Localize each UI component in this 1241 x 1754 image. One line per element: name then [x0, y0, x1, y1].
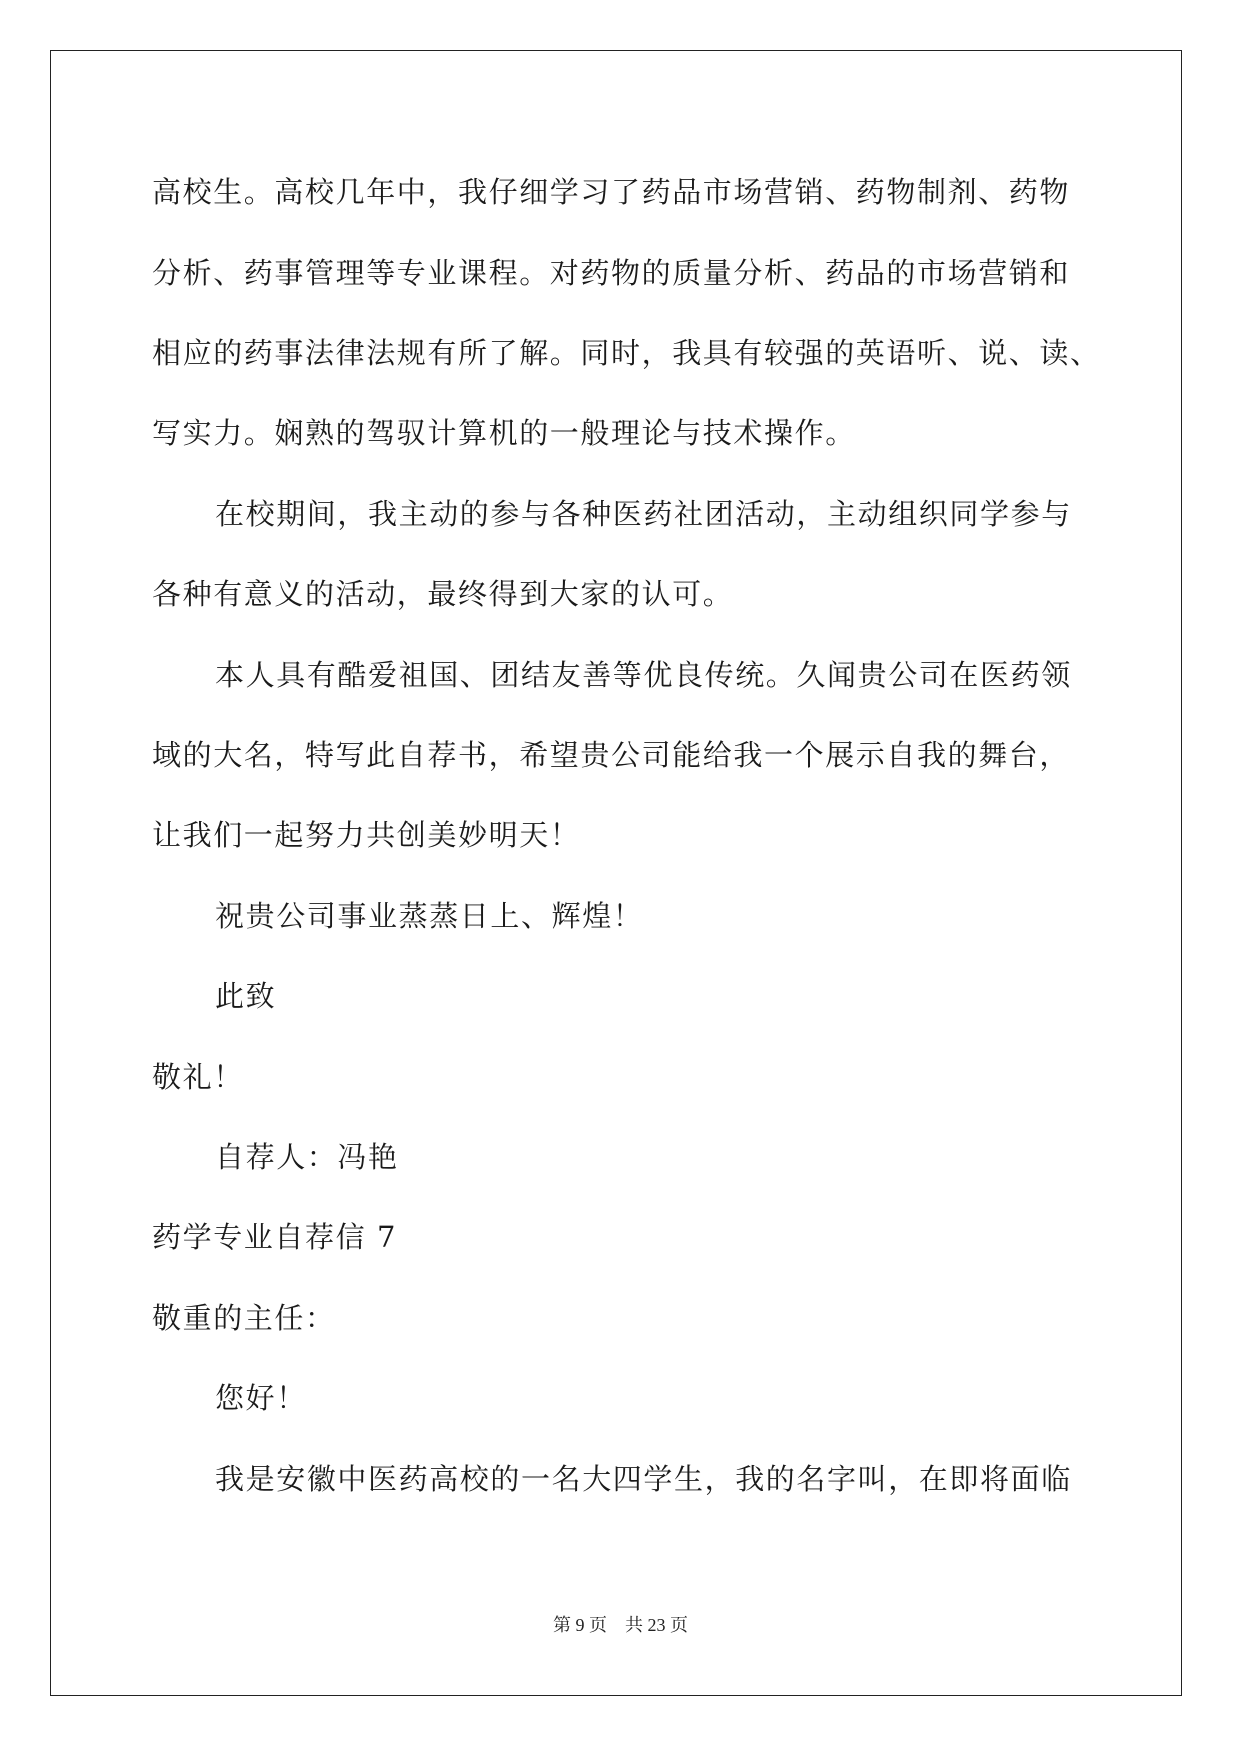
section-heading: 药学专业自荐信 7: [152, 1220, 398, 1254]
body-line-5: 在校期间，我主动的参与各种医药社团活动，主动组织同学参与: [215, 497, 1072, 531]
body-line-4: 写实力。娴熟的驾驭计算机的一般理论与技术操作。: [152, 416, 856, 450]
body-line-8: 域的大名，特写此自荐书，希望贵公司能给我一个展示自我的舞台，: [152, 738, 1071, 772]
letter-greeting: 您好！: [215, 1381, 307, 1415]
body-line-3: 相应的药事法律法规有所了解。同时，我具有较强的英语听、说、读、: [152, 336, 1101, 370]
body-line-6: 各种有意义的活动，最终得到大家的认可。: [152, 577, 734, 611]
body-line-2: 分析、药事管理等专业课程。对药物的质量分析、药品的市场营销和: [152, 256, 1071, 290]
greeting-wish: 祝贵公司事业蒸蒸日上、辉煌！: [215, 899, 644, 933]
page-number: 第 9 页: [553, 1615, 607, 1635]
page-footer: [0, 1613, 1241, 1637]
closing-respect: 敬礼！: [152, 1060, 244, 1094]
letter-addressee: 敬重的主任：: [152, 1301, 336, 1335]
page-border: [50, 50, 1182, 1696]
body-line-17: 我是安徽中医药高校的一名大四学生，我的名字叫，在即将面临: [215, 1462, 1072, 1496]
signature-line: 自荐人：冯艳: [215, 1140, 399, 1174]
body-line-1: 高校生。高校几年中，我仔细学习了药品市场营销、药物制剂、药物: [152, 175, 1071, 209]
page-total: 共 23 页: [625, 1615, 688, 1635]
body-line-9: 让我们一起努力共创美妙明天！: [152, 818, 581, 852]
closing-salutation: 此致: [215, 979, 277, 1013]
body-line-7: 本人具有酷爱祖国、团结友善等优良传统。久闻贵公司在医药领: [215, 658, 1072, 692]
